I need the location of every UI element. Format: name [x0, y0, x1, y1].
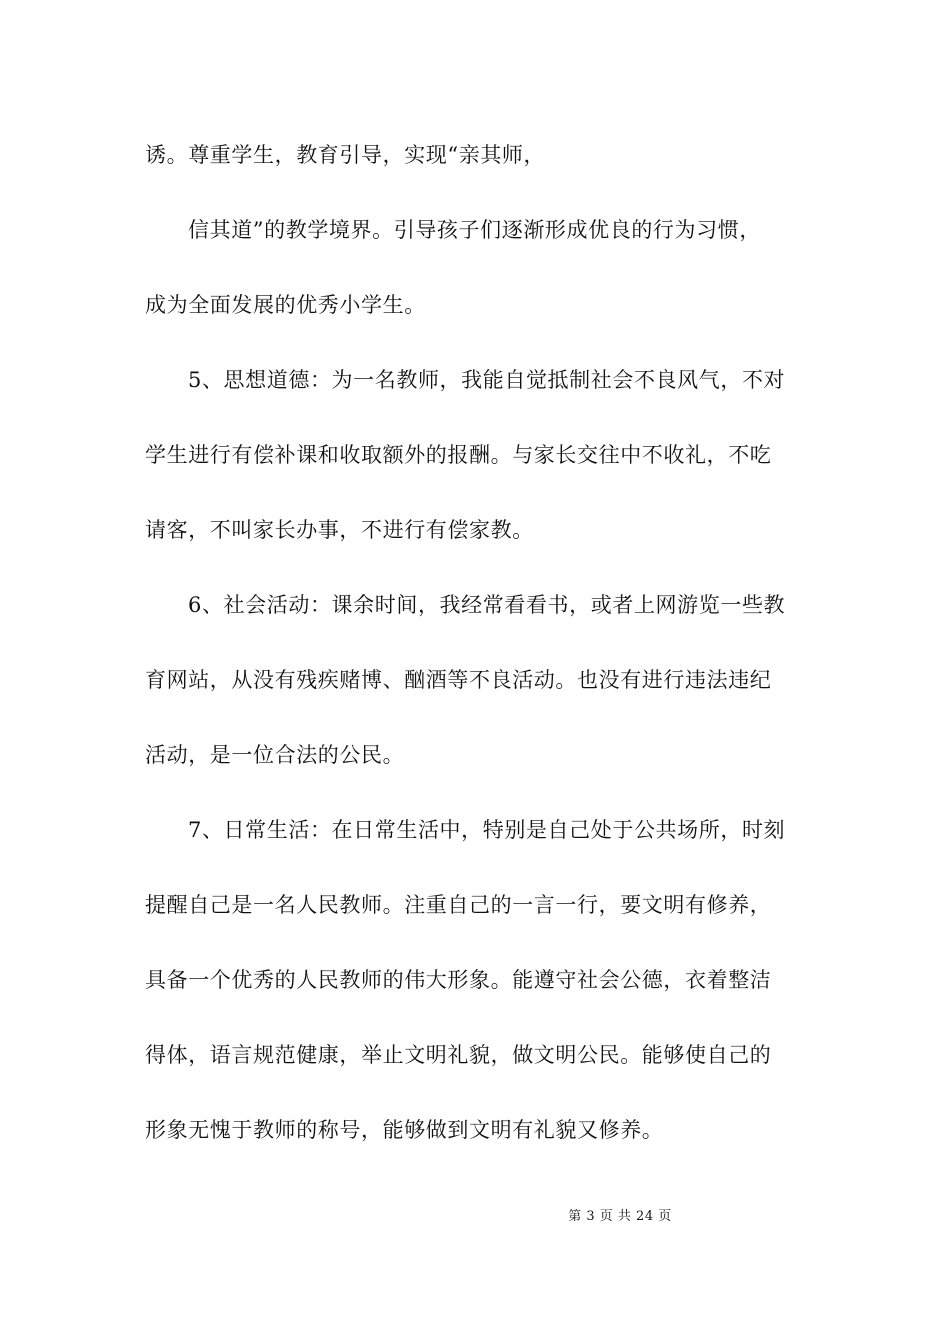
text-line-2: 信其道”的教学境界。引导孩子们逐渐形成优良的行为习惯， — [188, 218, 761, 242]
text-line-1: 诱。尊重学生，教育引导，实现“亲其师， — [145, 143, 546, 167]
text-line-10: 7、日常生活：在日常生活中，特别是自己处于公共场所，时刻 — [188, 818, 786, 842]
text-line-12: 具备一个优秀的人民教师的伟大形象。能遵守社会公德，衣着整洁 — [145, 968, 772, 992]
text-line-6: 请客，不叫家长办事，不进行有偿家教。 — [145, 518, 534, 542]
text-line-13: 得体，语言规范健康，举止文明礼貌，做文明公民。能够使自己的 — [145, 1043, 772, 1067]
text-line-9: 活动，是一位合法的公民。 — [145, 743, 405, 767]
text-line-3: 成为全面发展的优秀小学生。 — [145, 293, 426, 317]
page-number-footer: 第 3 页 共 24 页 — [568, 1209, 672, 1224]
text-line-11: 提醒自己是一名人民教师。注重自己的一言一行，要文明有修养， — [145, 893, 772, 917]
text-line-5: 学生进行有偿补课和收取额外的报酬。与家长交往中不收礼，不吃 — [145, 443, 772, 467]
text-line-14: 形象无愧于教师的称号，能够做到文明有礼貌又修养。 — [145, 1118, 664, 1142]
text-line-8: 育网站，从没有残疾赌博、酗酒等不良活动。也没有进行违法违纪 — [145, 668, 772, 692]
text-line-4: 5、思想道德：为一名教师，我能自觉抵制社会不良风气，不对 — [188, 368, 786, 392]
text-line-7: 6、社会活动：课余时间，我经常看看书，或者上网游览一些教 — [188, 593, 786, 617]
